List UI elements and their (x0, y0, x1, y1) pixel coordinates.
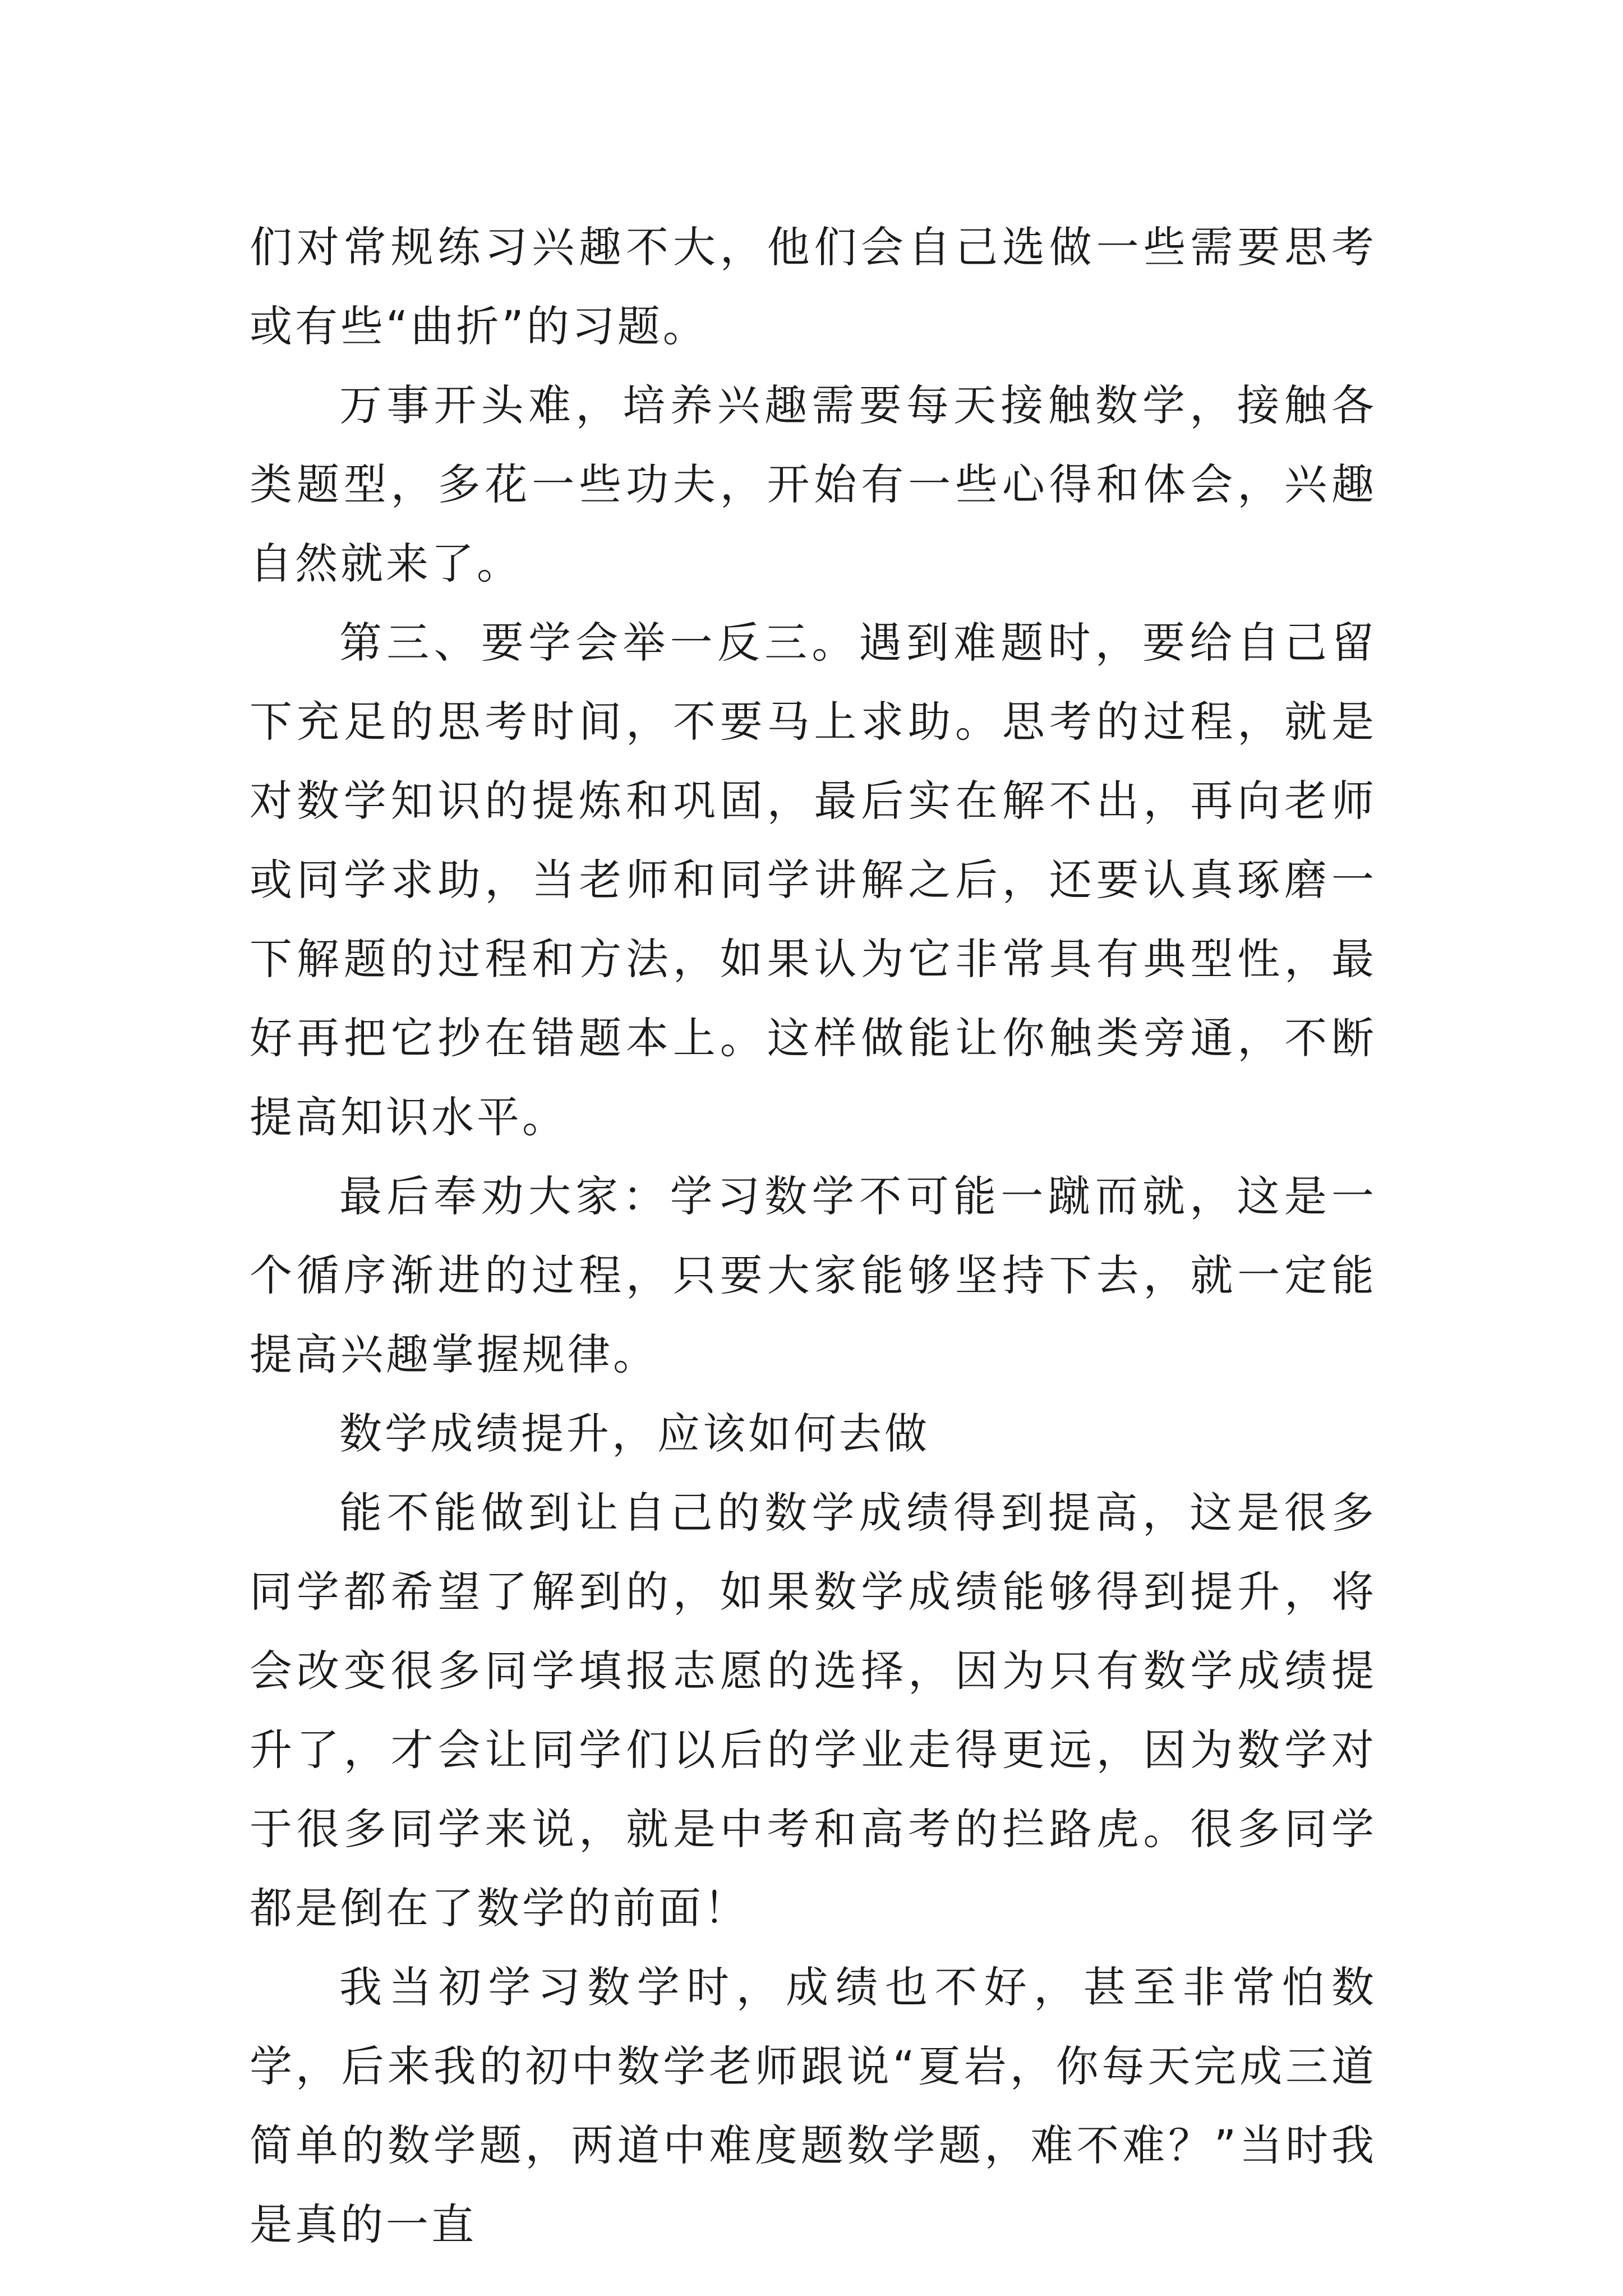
document-body (250, 208, 1377, 2264)
paragraph-personal-story: 我当初学习数学时，成绩也不好，甚至非常怕数学，后来我的初中数学老师跟说“夏岩，你每天完成三道简单的数学题，两道中难度题数学题，难不难？”当时我是真的一直 (250, 1962, 1377, 2249)
paragraph-continuation: 们对常规练习兴趣不大，他们会自己选做一些需要思考或有些“曲折”的习题。 (250, 222, 1377, 351)
paragraph-interest: 万事开头难，培养兴趣需要每天接触数学，接触各类题型，多花一些功夫，开始有一些心得和体会，兴趣自然就来了。 (250, 380, 1377, 588)
paragraph-score-improvement: 能不能做到让自己的数学成绩得到提高，这是很多同学都希望了解到的，如果数学成绩能够得到提升，将会改变很多同学填报志愿的选择，因为只有数学成绩提升了，才会让同学们以后的学业走得更远，因为数学对于很多同学来说，就是中考和高考的拦路虎。很多同学都是倒在了数学的前面！ (250, 1488, 1377, 1933)
paragraph-advice: 最后奉劝大家：学习数学不可能一蹴而就，这是一个循序渐进的过程，只要大家能够坚持下去，就一定能提高兴趣掌握规律。 (250, 1171, 1377, 1379)
paragraph-third-point: 第三、要学会举一反三。遇到难题时，要给自己留下充足的思考时间，不要马上求助。思考的过程，就是对数学知识的提炼和巩固，最后实在解不出，再向老师或同学求助，当老师和同学讲解之后，还要认真琢磨一下解题的过程和方法，如果认为它非常具有典型性，最好再把它抄在错题本上。这样做能让你触类旁通，不断提高知识水平。 (250, 618, 1377, 1142)
section-heading: 数学成绩提升，应该如何去做 (339, 1409, 930, 1458)
